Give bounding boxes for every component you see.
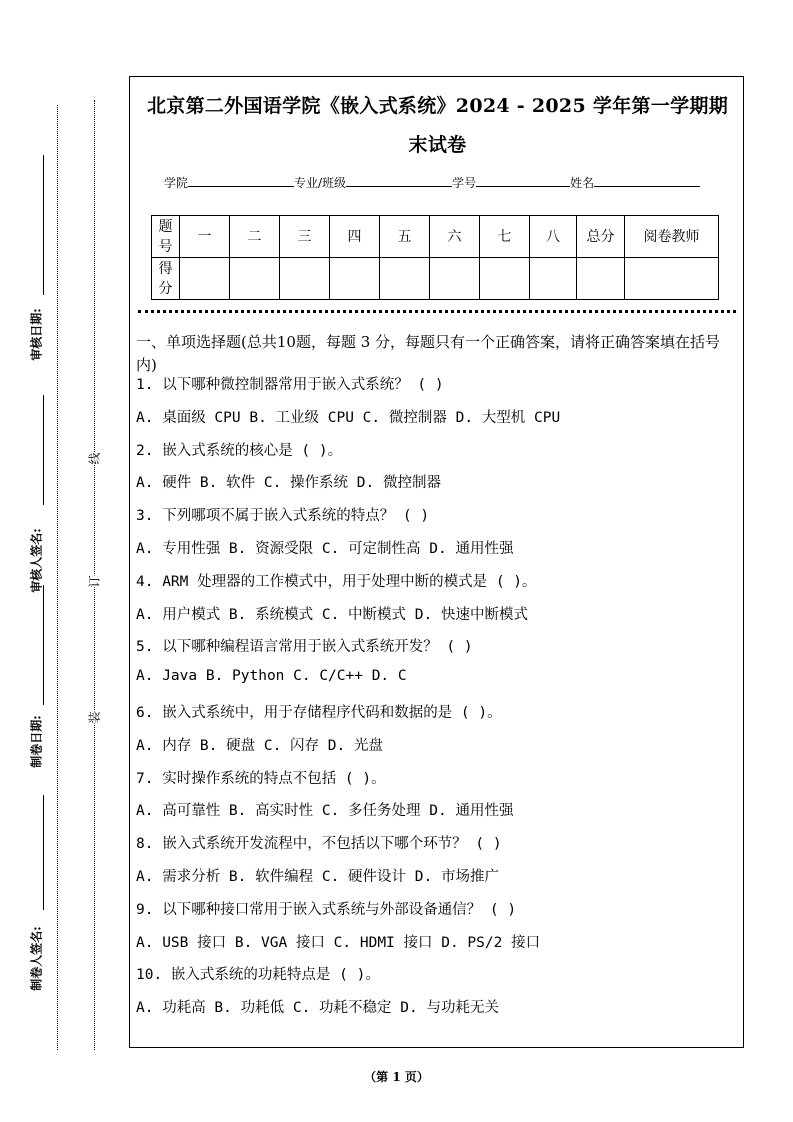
header-cell-2: 二 — [230, 216, 280, 258]
question-2: 2. 嵌入式系统的核心是 ( )。 — [136, 442, 343, 459]
score-cell-6[interactable] — [430, 258, 480, 300]
maker-date-label: 制卷日期: — [29, 715, 44, 768]
maker-date-underline — [43, 585, 44, 705]
major-class-field[interactable] — [346, 174, 452, 187]
review-date-label: 审核日期: — [29, 308, 44, 361]
question-4-options: A. 用户模式 B. 系统模式 C. 中断模式 D. 快速中断模式 — [136, 606, 528, 623]
exam-title-line1: 北京第二外国语学院《嵌入式系统》2024 - 2025 学年第一学期期 — [147, 95, 728, 117]
reviewer-sign-label: 审核人签名: — [29, 528, 44, 593]
question-10: 10. 嵌入式系统的功耗特点是 ( )。 — [136, 967, 380, 984]
question-1: 1. 以下哪种微控制器常用于嵌入式系统？ ( ) — [136, 377, 444, 393]
question-4: 4. ARM 处理器的工作模式中，用于处理中断的模式是 ( )。 — [136, 573, 537, 590]
section-heading: 一、单项选择题(总共10题，每题 3 分，每题只有一个正确答案，请将正确答案填在括号内) — [136, 333, 721, 374]
page-footer: （第 1 页） — [364, 1070, 429, 1084]
score-cell-4[interactable] — [330, 258, 380, 300]
score-table-header-row — [152, 216, 719, 258]
maker-sign-underline — [43, 795, 44, 910]
score-cell-1[interactable] — [180, 258, 230, 300]
question-10-options: A. 功耗高 B. 功耗低 C. 功耗不稳定 D. 与功耗无关 — [136, 1000, 499, 1017]
score-cell-5[interactable] — [380, 258, 430, 300]
score-table-score-row — [152, 258, 719, 300]
question-5: 5. 以下哪种编程语言常用于嵌入式系统开发？ ( ) — [136, 639, 473, 656]
margin-dotted-line-outer — [57, 105, 58, 1050]
header-cell-total: 总分 — [577, 216, 625, 258]
header-cell-grader: 阅卷教师 — [625, 216, 719, 258]
question-9-options: A. USB 接口 B. VGA 接口 C. HDMI 接口 D. PS/2 接口 — [136, 934, 541, 951]
student-id-field[interactable] — [476, 174, 570, 187]
binding-staple-char: 订 — [87, 575, 102, 588]
header-cell-3: 三 — [280, 216, 330, 258]
question-5-options: A. Java B. Python C. C/C++ D. C — [136, 668, 407, 685]
score-cell-grader[interactable] — [625, 258, 719, 300]
exam-title-line2: 末试卷 — [408, 134, 467, 156]
question-8: 8. 嵌入式系统开发流程中，不包括以下哪个环节？ ( ) — [136, 836, 502, 853]
score-row-label: 得分 — [152, 258, 180, 300]
maker-sign-label: 制卷人签名: — [29, 926, 44, 991]
score-cell-2[interactable] — [230, 258, 280, 300]
question-1-options: A. 桌面级 CPU B. 工业级 CPU C. 微控制器 D. 大型机 CPU — [136, 409, 561, 426]
question-3-options: A. 专用性强 B. 资源受限 C. 可定制性高 D. 通用性强 — [136, 541, 514, 557]
question-2-options: A. 硬件 B. 软件 C. 操作系统 D. 微控制器 — [136, 475, 441, 492]
question-8-options: A. 需求分析 B. 软件编程 C. 硬件设计 D. 市场推广 — [136, 869, 499, 885]
score-cell-3[interactable] — [280, 258, 330, 300]
question-6-options: A. 内存 B. 硬盘 C. 闪存 D. 光盘 — [136, 737, 383, 754]
college-label: 学院 — [164, 176, 189, 190]
question-3: 3. 下列哪项不属于嵌入式系统的特点？ ( ) — [136, 508, 430, 525]
major-class-label: 专业/班级 — [294, 176, 347, 190]
score-table — [151, 215, 719, 300]
exam-frame — [129, 76, 744, 1048]
header-cell-6: 六 — [430, 216, 480, 258]
student-id-label: 学号 — [452, 176, 477, 190]
section-divider — [138, 310, 736, 313]
header-cell-8: 八 — [530, 216, 577, 258]
score-cell-7[interactable] — [480, 258, 530, 300]
header-cell-7: 七 — [480, 216, 530, 258]
name-field[interactable] — [594, 174, 700, 187]
name-label: 姓名 — [570, 176, 595, 190]
binding-line-char: 线 — [87, 452, 102, 465]
header-cell-question-no: 题号 — [152, 216, 180, 258]
binding-fold-char: 装 — [87, 711, 102, 724]
student-info-row — [164, 174, 700, 191]
score-cell-total[interactable] — [577, 258, 625, 300]
header-cell-1: 一 — [180, 216, 230, 258]
question-6: 6. 嵌入式系统中，用于存储程序代码和数据的是 ( )。 — [136, 705, 502, 721]
question-7-options: A. 高可靠性 B. 高实时性 C. 多任务处理 D. 通用性强 — [136, 803, 514, 820]
reviewer-sign-underline — [43, 395, 44, 505]
college-field[interactable] — [188, 174, 294, 187]
question-7: 7. 实时操作系统的特点不包括 ( )。 — [136, 770, 386, 787]
question-9: 9. 以下哪种接口常用于嵌入式系统与外部设备通信？ ( ) — [136, 901, 517, 918]
review-date-underline — [43, 155, 44, 295]
header-cell-4: 四 — [330, 216, 380, 258]
score-cell-8[interactable] — [530, 258, 577, 300]
header-cell-5: 五 — [380, 216, 430, 258]
